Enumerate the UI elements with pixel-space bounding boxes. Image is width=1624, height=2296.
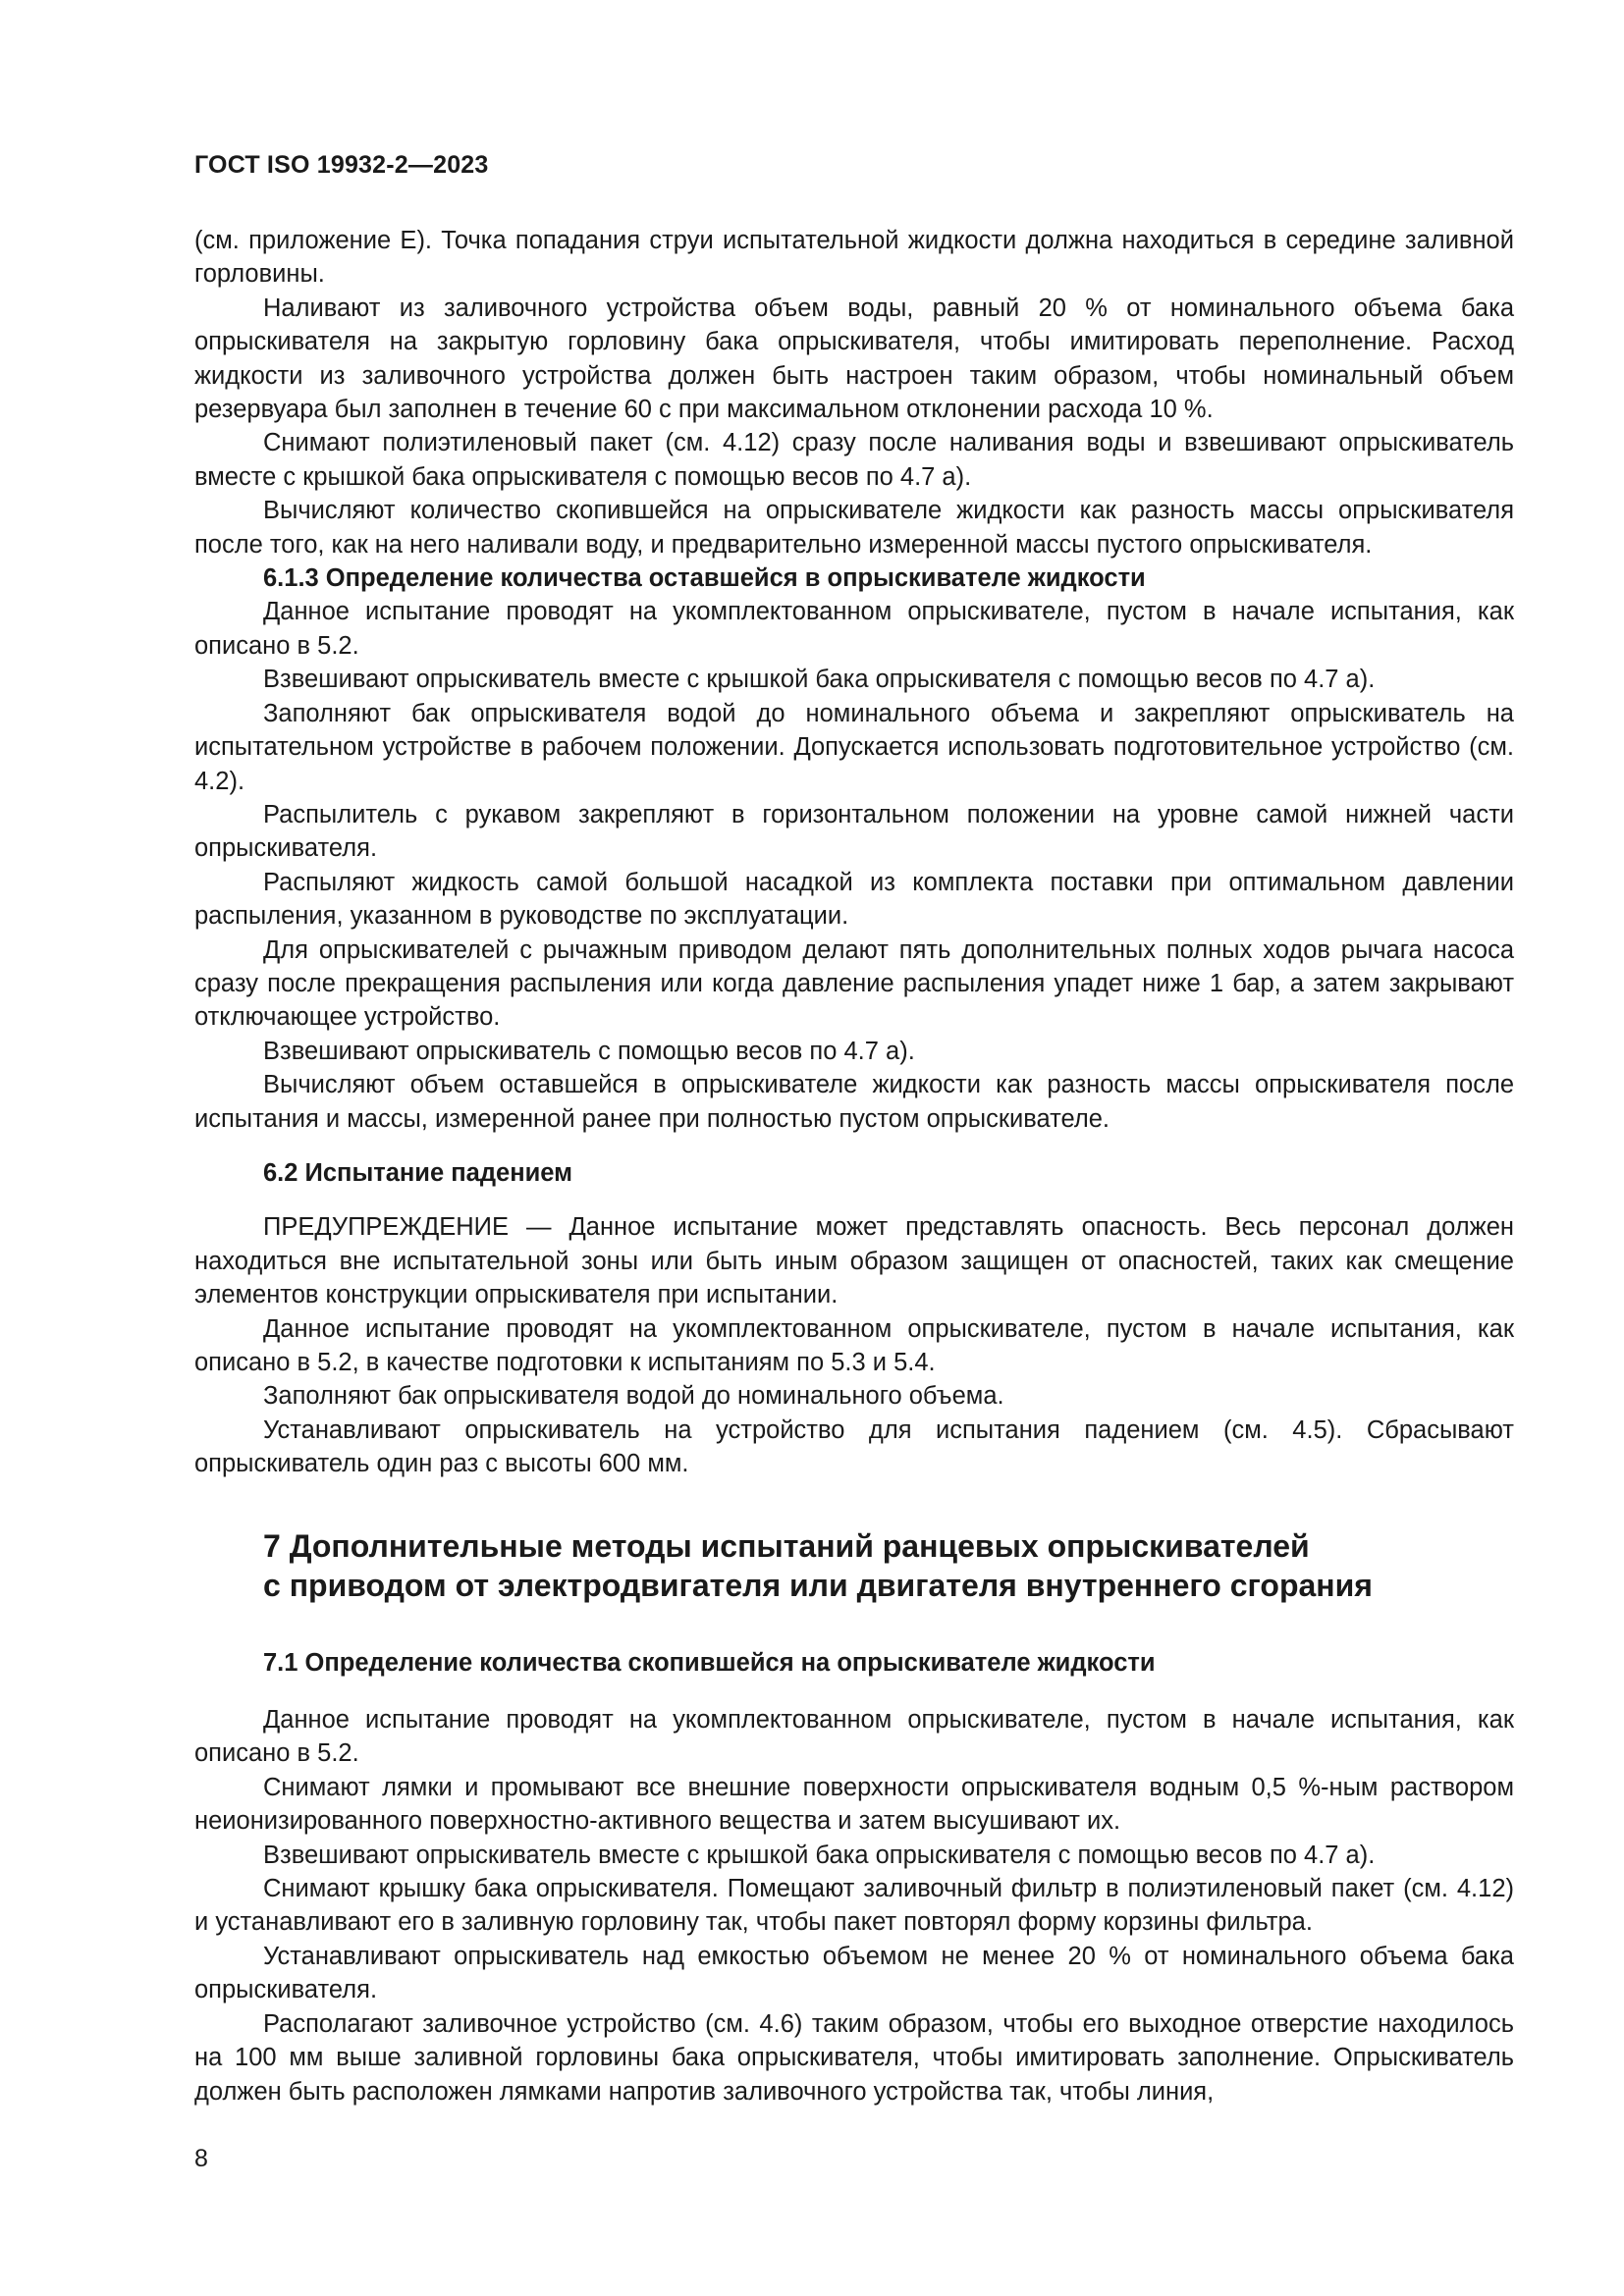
paragraph: Заполняют бак опрыскивателя водой до номинального объема и закрепляют опрыскиватель на испытательном устройстве в рабочем положении. Допускается использовать подготовительное устройство (см. 4.2). <box>194 699 1514 795</box>
page-body <box>194 224 1514 2109</box>
paragraph: Взвешивают опрыскиватель вместе с крышкой бака опрыскивателя с помощью весов по 4.7 а). <box>263 1841 1376 1869</box>
paragraph: Наливают из заливочного устройства объем воды, равный 20 % от номинального объема бака опрыскивателя на закрытую горловину бака опрыскивателя, чтобы имитировать переполнение. Расход жидкости из заливочного устройства должен быть настроен таким образом, чтобы номинальный объем резервуара был заполнен в течение 60 с при максимальном отклонении расхода 10 %. <box>194 294 1514 424</box>
subsection-heading-6-1-3: 6.1.3 Определение количества оставшейся в опрыскивателе жидкости <box>263 564 1146 593</box>
paragraph: Располагают заливочное устройство (см. 4.6) таким образом, чтобы его выходное отверстие находилось на 100 мм выше заливной горловины бака опрыскивателя, чтобы имитировать заполнение. Опрыскиватель должен быть расположен лямками напротив заливочного устройства так, чтобы линия, <box>194 2009 1514 2106</box>
paragraph: Данное испытание проводят на укомплектованном опрыскивателе, пустом в начале испытания, как описано в 5.2. <box>194 1706 1514 1768</box>
paragraph: Заполняют бак опрыскивателя водой до номинального объема. <box>263 1382 1004 1411</box>
paragraph: Вычисляют количество скопившейся на опрыскивателе жидкости как разность массы опрыскивателя после того, как на него наливали воду, и предварительно измеренной массы пустого опрыскивателя. <box>194 497 1514 559</box>
warning-paragraph: ПРЕДУПРЕЖДЕНИЕ — Данное испытание может представлять опасность. Весь персонал должен находиться вне испытательной зоны или быть иным образом защищен от опасностей, таких как смещение элементов конструкции опрыскивателя при испытании. <box>194 1213 1514 1309</box>
paragraph: Данное испытание проводят на укомплектованном опрыскивателе, пустом в начале испытания, как описано в 5.2, в качестве подготовки к испытаниям по 5.3 и 5.4. <box>194 1314 1514 1376</box>
section-heading-7-1: 7.1 Определение количества скопившейся на опрыскивателе жидкости <box>263 1648 1156 1677</box>
paragraph: Данное испытание проводят на укомплектованном опрыскивателе, пустом в начале испытания, как описано в 5.2. <box>194 598 1514 660</box>
paragraph: Устанавливают опрыскиватель на устройство для испытания падением (см. 4.5). Сбрасывают опрыскиватель один раз с высоты 600 мм. <box>194 1415 1514 1478</box>
paragraph: Устанавливают опрыскиватель над емкостью объемом не менее 20 % от номинального объема бака опрыскивателя. <box>194 1942 1514 2004</box>
chapter-heading-line: с приводом от электродвигателя или двигателя внутреннего сгорания <box>263 1567 1373 1603</box>
paragraph: Для опрыскивателей с рычажным приводом делают пять дополнительных полных ходов рычага насоса сразу после прекращения распыления или когда давление распыления упадет ниже 1 бар, а затем закрывают отключающее устройство. <box>194 935 1514 1032</box>
paragraph: Снимают полиэтиленовый пакет (см. 4.12) сразу после наливания воды и взвешивают опрыскиватель вместе с крышкой бака опрыскивателя с помощью весов по 4.7 а). <box>194 429 1514 491</box>
document-header: ГОСТ ISO 19932-2—2023 <box>194 151 489 179</box>
paragraph: Распылитель с рукавом закрепляют в горизонтальном положении на уровне самой нижней части опрыскивателя. <box>194 800 1514 863</box>
paragraph: Распыляют жидкость самой большой насадкой из комплекта поставки при оптимальном давлении распыления, указанном в руководстве по эксплуатации. <box>194 868 1514 931</box>
paragraph: Снимают крышку бака опрыскивателя. Помещают заливочный фильтр в полиэтиленовый пакет (см. 4.12) и устанавливают его в заливную горловину так, чтобы пакет повторял форму корзины фильтра. <box>194 1875 1514 1937</box>
paragraph: Снимают лямки и промывают все внешние поверхности опрыскивателя водным 0,5 %-ным раствором неионизированного поверхностно-активного вещества и затем высушивают их. <box>194 1773 1514 1836</box>
chapter-heading-7 <box>194 1526 1514 1605</box>
paragraph: (см. приложение Е). Точка попадания струи испытательной жидкости должна находиться в середине заливной горловины. <box>194 227 1514 289</box>
paragraph: Взвешивают опрыскиватель с помощью весов по 4.7 а). <box>263 1037 915 1065</box>
paragraph: Взвешивают опрыскиватель вместе с крышкой бака опрыскивателя с помощью весов по 4.7 а). <box>263 666 1376 694</box>
page-number: 8 <box>194 2145 208 2172</box>
chapter-heading-line: 7 Дополнительные методы испытаний ранцевых опрыскивателей <box>263 1527 1310 1564</box>
section-heading-6-2: 6.2 Испытание падением <box>263 1158 572 1187</box>
paragraph: Вычисляют объем оставшейся в опрыскивателе жидкости как разность массы опрыскивателя после испытания и массы, измеренной ранее при полностью пустом опрыскивателе. <box>194 1071 1514 1133</box>
